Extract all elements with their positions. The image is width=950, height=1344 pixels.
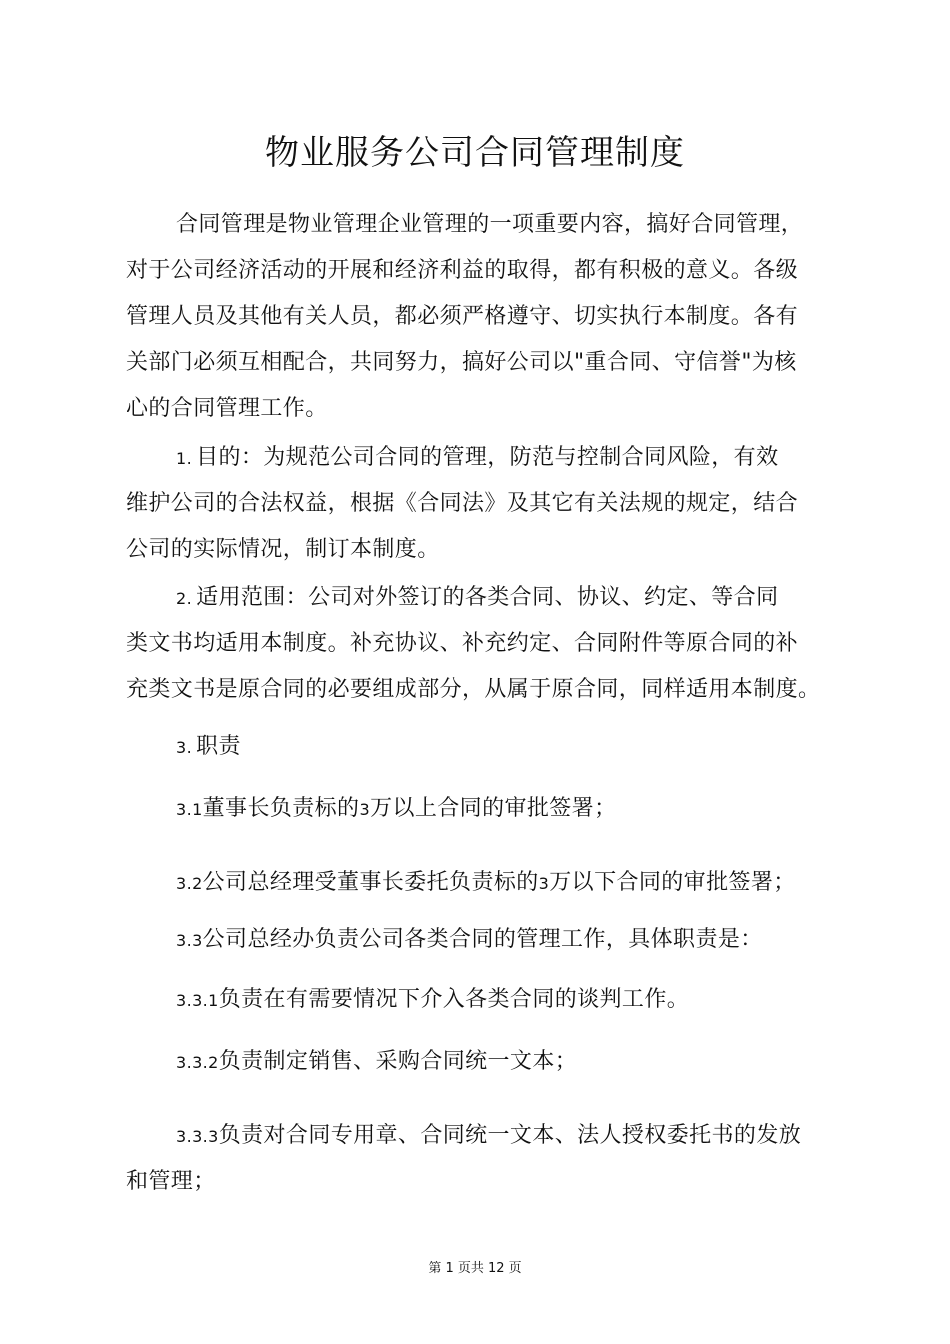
item-3-1 xyxy=(176,794,616,825)
item-3-2-text-a: 公司总经理受董事长委托负责标的 xyxy=(202,870,539,895)
section-3-heading xyxy=(176,732,241,763)
section-1-line-2: 维护公司的合法权益，根据《合同法》及其它有关法规的规定，结合 xyxy=(126,491,799,516)
item-3-3-3-number: 3.3.3 xyxy=(176,1127,219,1146)
item-3-3-2 xyxy=(176,1047,577,1078)
intro-line-2: 对于公司经济活动的开展和经济利益的取得，都有积极的意义。各级 xyxy=(126,258,799,283)
item-3-3-2-number: 3.3.2 xyxy=(176,1053,219,1072)
item-3-3-1 xyxy=(176,985,689,1016)
item-3-3-2-text: 负责制定销售、采购合同统一文本； xyxy=(218,1049,578,1074)
item-3-3-3 xyxy=(176,1121,801,1152)
section-1-line-3: 公司的实际情况，制订本制度。 xyxy=(126,537,440,562)
section-2-text: 适用范围：公司对外签订的各类合同、协议、约定、等合同 xyxy=(196,585,779,610)
item-3-2-text-b: 万以下合同的审批签署； xyxy=(549,870,796,895)
item-3-1-number: 3.1 xyxy=(176,800,203,819)
intro-line-3: 管理人员及其他有关人员，都必须严格遵守、切实执行本制度。各有 xyxy=(126,304,799,329)
item-3-2-number: 3.2 xyxy=(176,874,203,893)
item-3-3-3-continuation: 和管理； xyxy=(126,1169,216,1194)
item-3-2-inline-number: 3 xyxy=(538,874,550,893)
item-3-3-text: 公司总经办负责公司各类合同的管理工作，具体职责是： xyxy=(202,927,763,952)
section-2-line-1 xyxy=(176,583,778,614)
section-1-number: 1. xyxy=(176,449,193,468)
item-3-2 xyxy=(176,868,796,899)
section-1-text: 目的：为规范公司合同的管理，防范与控制合同风险，有效 xyxy=(196,445,779,470)
intro-line-5: 心的合同管理工作。 xyxy=(126,396,328,421)
document-title: 物业服务公司合同管理制度 xyxy=(265,133,685,173)
item-3-1-inline-number: 3 xyxy=(359,800,371,819)
item-3-3-1-text: 负责在有需要情况下介入各类合同的谈判工作。 xyxy=(218,987,690,1012)
section-2-line-3: 充类文书是原合同的必要组成部分，从属于原合同，同样适用本制度。 xyxy=(126,677,821,702)
item-3-3-3-text: 负责对合同专用章、合同统一文本、法人授权委托书的发放 xyxy=(218,1123,802,1148)
section-2-line-2: 类文书均适用本制度。补充协议、补充约定、合同附件等原合同的补 xyxy=(126,631,799,656)
item-3-1-text-b: 万以上合同的审批签署； xyxy=(370,796,617,821)
intro-line-4: 关部门必须互相配合，共同努力，搞好公司以"重合同、守信誉"为核 xyxy=(126,350,797,375)
item-3-3-number: 3.3 xyxy=(176,931,203,950)
intro-line-1: 合同管理是物业管理企业管理的一项重要内容，搞好合同管理， xyxy=(176,212,804,237)
item-3-1-text-a: 董事长负责标的 xyxy=(202,796,360,821)
section-3-title: 职责 xyxy=(196,734,241,759)
page-footer: 第 1 页共 12 页 xyxy=(428,1261,522,1276)
item-3-3-1-number: 3.3.1 xyxy=(176,991,219,1010)
item-3-3 xyxy=(176,925,763,956)
section-1-line-1 xyxy=(176,443,778,474)
section-2-number: 2. xyxy=(176,589,193,608)
section-3-number: 3. xyxy=(176,738,193,757)
